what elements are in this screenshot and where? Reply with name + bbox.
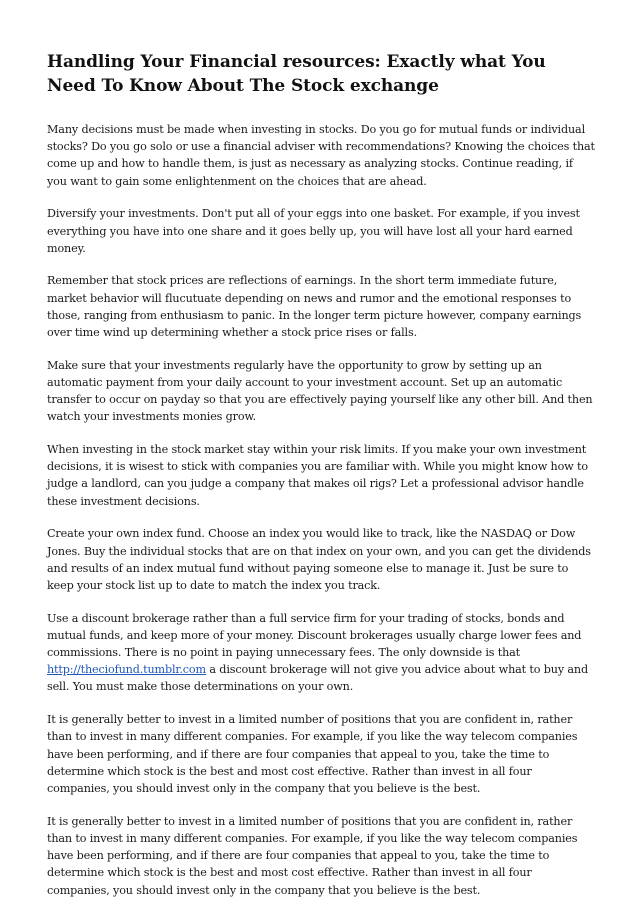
paragraph-limited-positions-1: It is generally better to invest in a limited number of positions that you are confident in, rather than to invest in many different companies. For example, if you like the way telecom companies have been performing, and if there are four companies that appeal to you, take the time to determine which stock is the best and most cost effective. Rather than invest in all four companies, you should invest only in the company that you believe is the best. (47, 713, 578, 795)
paragraph-index-fund: Create your own index fund. Choose an index you would like to track, like the NASDAQ or Dow Jones. Buy the individual stocks that are on that index on your own, and you can get the dividends and results of an index mutual fund without paying someone else to manage it. Just be sure to keep your stock list up to date to match the index you track. (47, 527, 591, 592)
paragraph-discount-brokerage (47, 610, 595, 696)
paragraph-intro: Many decisions must be made when investing in stocks. Do you go for mutual funds or individual stocks? Do you go solo or use a financial adviser with recommendations? Knowing the choices that come up and how to handle them, is just as necessary as analyzing stocks. Continue reading, if you want to gain some enlightenment on the choices that are ahead. (47, 123, 595, 188)
document-page (47, 50, 595, 914)
paragraph-automatic-payment: Make sure that your investments regularly have the opportunity to grow by setting up an automatic payment from your daily account to your investment account. Set up an automatic transfer to occur on payday so that you are effectively paying yourself like any other bill. And then watch your investments monies grow. (47, 358, 593, 424)
paragraph-limited-positions-2: It is generally better to invest in a limited number of positions that you are confident in, rather than to invest in many different companies. For example, if you like the way telecom companies have been performing, and if there are four companies that appeal to you, take the time to determine which stock is the best and most cost effective. Rather than invest in all four companies, you should invest only in the company that you believe is the best. (47, 814, 578, 897)
theciofund-link[interactable]: http://theciofund.tumblr.com (47, 663, 206, 677)
paragraph-risk-limits: When investing in the stock market stay within your risk limits. If you make your own investment decisions, it is wisest to stick with companies you are familiar with. While you might know how to judge a landlord, can you judge a company that makes oil rigs? Let a professional advisor handle these investment decisions. (47, 443, 588, 508)
discount-brokerage-text-before: Use a discount brokerage rather than a full service firm for your trading of stocks, bonds and mutual funds, and keep more of your money. Discount brokerages usually charge lower fees and commissions. There is no point in paying unnecessary fees. The only downside is that (47, 611, 582, 660)
paragraph-earnings: Remember that stock prices are reflections of earnings. In the short term immediate future, market behavior will flucutuate depending on news and rumor and the emotional responses to those, ranging from enthusiasm to panic. In the longer term picture however, company earnings over time wind up determining whether a stock price rises or falls. (47, 274, 582, 340)
paragraph-diversify: Diversify your investments. Don't put all of your eggs into one basket. For example, if you invest everything you have into one share and it goes belly up, you will have lost all your hard earned money. (47, 207, 580, 255)
discount-brokerage-text-after: a discount brokerage will not give you advice about what to buy and sell. You must make those determinations on your own. (47, 663, 588, 694)
document-title: Handling Your Financial resources: Exactly what You Need To Know About The Stock exchange (47, 52, 546, 96)
